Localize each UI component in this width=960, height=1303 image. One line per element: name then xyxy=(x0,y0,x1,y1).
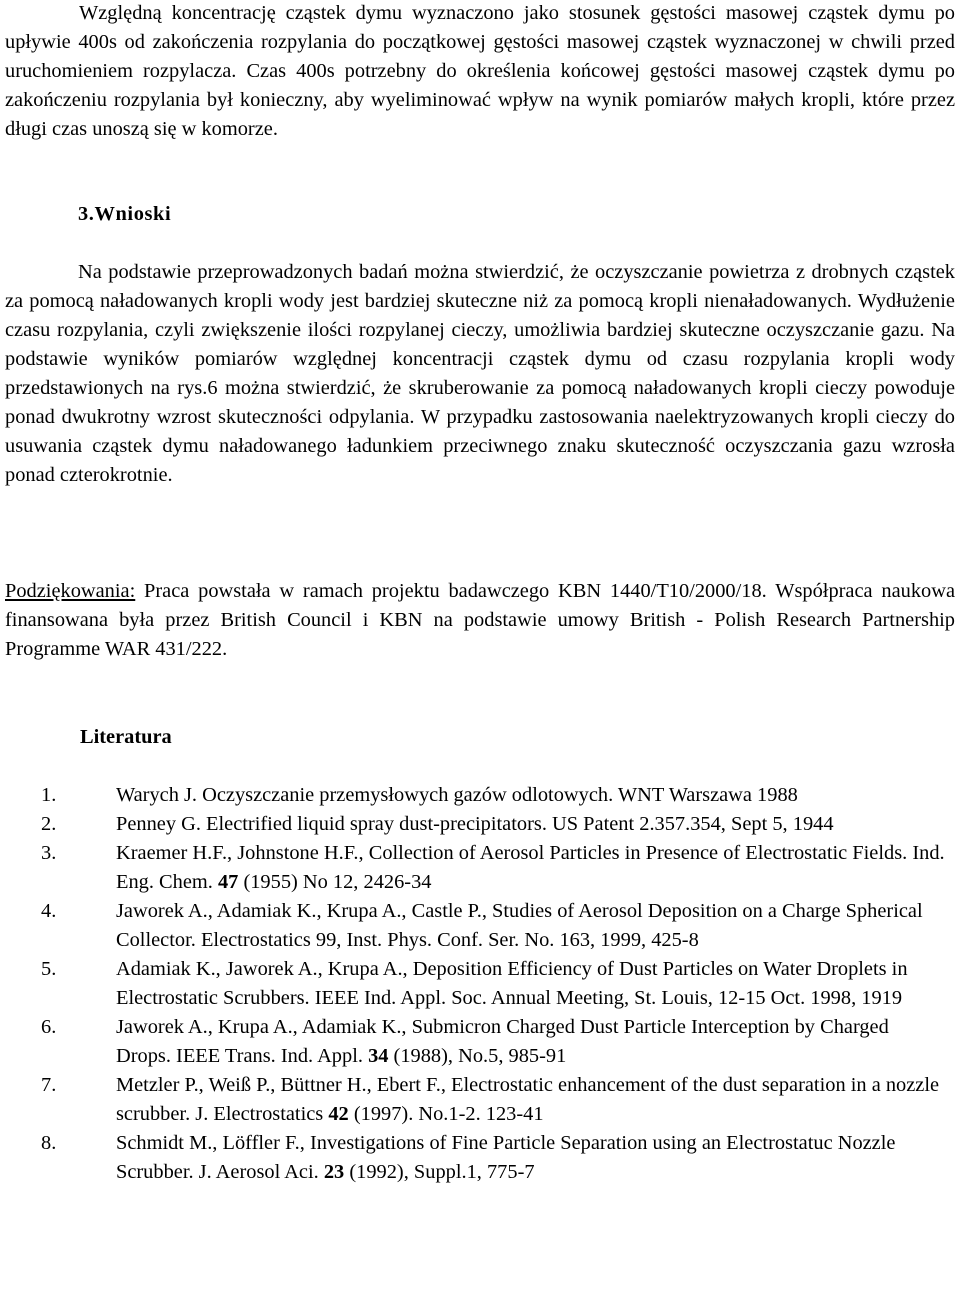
reference-number: 5. xyxy=(41,958,57,980)
reference-item xyxy=(5,1129,955,1187)
reference-item xyxy=(5,897,955,955)
reference-item xyxy=(5,955,955,1013)
reference-text: Adamiak K., Jaworek A., Krupa A., Deposition Efficiency of Dust Particles on Water Droplets in Electrostatic Scrubbers. IEEE Ind. Appl. Soc. Annual Meeting, St. Louis, 12-15 Oct. 1998, 1919 xyxy=(116,958,908,1009)
reference-number: 7. xyxy=(41,1074,57,1096)
reference-volume: 42 xyxy=(328,1103,349,1125)
reference-volume: 34 xyxy=(368,1045,389,1067)
reference-number: 3. xyxy=(41,842,57,864)
reference-item xyxy=(5,810,955,839)
intro-paragraph: Względną koncentrację cząstek dymu wyznaczono jako stosunek gęstości masowej cząstek dymu po upływie 400s od zakończenia rozpylania do początkowej gęstości masowej cząstek wyznaczonej w chwili przed uruchomieniem rozpylacza. Czas 400s potrzebny do określenia końcowej gęstości masowej cząstek dymu po zakończeniu rozpylania był konieczny, aby wyeliminować wpływ na wynik pomiarów małych kropli, które przez długi czas unoszą się w komorze. xyxy=(5,2,955,140)
reference-text: Warych J. Oczyszczanie przemysłowych gazów odlotowych. WNT Warszawa 1988 xyxy=(116,784,798,806)
reference-text: Jaworek A., Adamiak K., Krupa A., Castle P., Studies of Aerosol Deposition on a Charge Spherical Collector. Electrostatics 99, Inst. Phys. Conf. Ser. No. 163, 1999, 425-8 xyxy=(116,900,923,951)
reference-text: Metzler P., Weiß P., Büttner H., Ebert F., Electrostatic enhancement of the dust separation in a nozzle scrubber. J. Electrostatics 42 (1997). No.1-2. 123-41 xyxy=(116,1074,940,1125)
reference-number: 1. xyxy=(41,784,57,806)
acknowledgement-label: Podziękowania: xyxy=(5,580,136,602)
reference-text: Jaworek A., Krupa A., Adamiak K., Submicron Charged Dust Particle Interception by Charged Drops. IEEE Trans. Ind. Appl. 34 (1988), No.5, 985-91 xyxy=(116,1016,889,1067)
reference-text: Kraemer H.F., Johnstone H.F., Collection of Aerosol Particles in Presence of Electrostatic Fields. Ind. Eng. Chem. 47 (1955) No 12, 2426-34 xyxy=(116,842,945,893)
reference-volume: 47 xyxy=(217,871,239,893)
reference-item xyxy=(5,839,955,897)
conclusions-heading: 3.Wnioski xyxy=(78,203,172,225)
reference-list xyxy=(5,781,955,1187)
reference-item xyxy=(5,781,955,810)
reference-item xyxy=(5,1013,955,1071)
literature-heading: Literatura xyxy=(80,726,172,748)
reference-item xyxy=(5,1071,955,1129)
conclusions-paragraph: Na podstawie przeprowadzonych badań można stwierdzić, że oczyszczanie powietrza z drobnych cząstek za pomocą naładowanych kropli wody jest bardziej skuteczne niż za pomocą kropli nienaładowanych. Wydłużenie czasu rozpylania, czyli zwiększenie ilości rozpylanej cieczy, umożliwia bardziej skuteczne oczyszczanie gazu. Na podstawie wyników pomiarów względnej koncentracji cząstek dymu od czasu rozpylania kropli wody przedstawionych na rys.6 można stwierdzić, że skruberowanie za pomocą naładowanych kropli cieczy powoduje ponad dwukrotny wzrost skuteczności odpylania. W przypadku zastosowania naelektryzowanych kropli cieczy do usuwania cząstek dymu naładowanego ładunkiem przeciwnego znaku skuteczność oczyszczania gazu wzrosła ponad czterokrotnie. xyxy=(5,261,955,486)
reference-number: 2. xyxy=(41,813,57,835)
reference-number: 6. xyxy=(41,1016,57,1038)
acknowledgement-text: Praca powstała w ramach projektu badawczego KBN 1440/T10/2000/18. Współpraca naukowa finansowana była przez British Council i KBN na podstawie umowy British - Polish Research Partnership Programme WAR 431/222. xyxy=(5,580,955,660)
reference-text: Penney G. Electrified liquid spray dust-precipitators. US Patent 2.357.354, Sept 5, 1944 xyxy=(116,813,834,835)
reference-volume: 23 xyxy=(323,1161,345,1183)
reference-text: Schmidt M., Löffler F., Investigations of Fine Particle Separation using an Electrostatuc Nozzle Scrubber. J. Aerosol Aci. 23 (1992), Suppl.1, 775-7 xyxy=(116,1132,896,1183)
reference-number: 4. xyxy=(41,900,57,922)
acknowledgement-paragraph xyxy=(5,577,955,664)
reference-number: 8. xyxy=(41,1132,57,1154)
